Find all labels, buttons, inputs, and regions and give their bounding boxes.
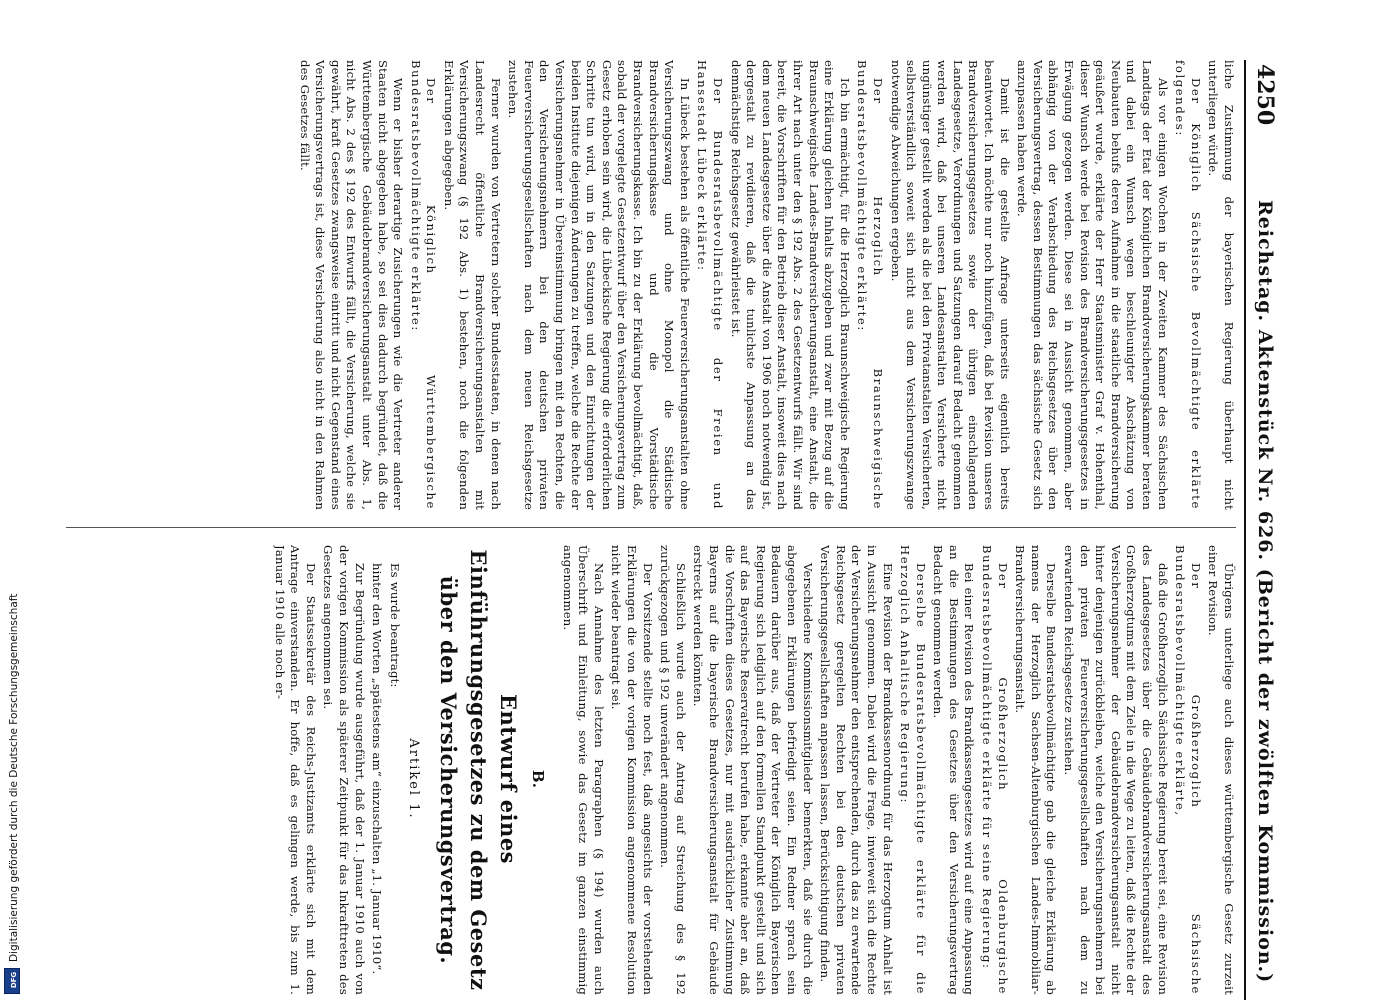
- dfg-logo-icon: [4, 968, 20, 994]
- paragraph: Der Königlich Württembergische Bundesratsbevollmächtigte erklärte:: [408, 60, 439, 510]
- paragraph: In Lübeck bestehen als öffentliche Feuerversicherungsanstalten ohne Versicherungszwang und ohne Monopol die Städtische Brandversicherungskasse und die Vorstädtische Brandversicherungskasse. Ich bin zu der Erklärung bevollmächtigt, daß, sobald der vorgelegte Gesetzentwurf über den Versicherungsvertrag zum Gesetz erhoben sein wird, die Lübeckische Regierung die erforderlichen Schritte tun wird, um in den Satzungen und den Einrichtungen der beiden Institute diejenigen Änderungen zu treffen, welche die Rechte der Versicherungsnehmer in Übereinstimmung bringen mit den Rechten, die den Versicherungsnehmern bei den deutschen privaten Feuerversicherungsgesellschaften nach dem neuen Reichsgesetze zustehen.: [506, 60, 692, 510]
- left-column: [56, 60, 1236, 510]
- column-divider: [66, 527, 1236, 528]
- paragraph: Der Großherzoglich Oldenburgische Bundesratsbevollmächtigte erklärte für seine Regierung:: [980, 545, 1010, 995]
- paragraph: Es wurde beantragt:: [387, 563, 402, 688]
- caption-text: Digitalisierung gefördert durch die Deutsche Forschungsgemeinschaft: [8, 593, 20, 962]
- paragraph: Verschiedene Kommissionsmitglieder bemerkten, daß sie durch die abgegebenen Erklärungen befriedigt seien. Ein Redner sprach sein Bedauern darüber aus, daß der Vertreter der Königlich Bayerischen Regierung sich lediglich auf den formellen Standpunkt gestellt und sich auf das Bayerische Reservatrecht berufen habe, erkannte aber an, daß die Vorschriften dieses Gesetzes, nur mit ausdrücklicher Zustimmung Bayerns auf die bayerische Brandversicherungsanstalt für Gebäude erstreckt werden könnten.: [691, 545, 815, 995]
- paragraph: Übrigens unterliege auch dieses württembergische Gesetz zurzeit einer Revision.: [1206, 545, 1236, 995]
- paragraph: Ich bin ermächtigt, für die Herzoglich Braunschweigische Regierung eine Erklärung gleichen Inhalts abzugeben und zwar mit Bezug auf die Braunschweigische Landes-Brandversicherungsanstalt, eine Anstalt, die ihrer Art nach unter den § 192 Abs. 2 des Gesetzentwurfs fällt. Wir sind bereit, die Vorschriften für den Betrieb dieser Anstalt, insoweit dies nach dem neuen Landesgesetze über die Anstalt von 1906 noch notwendig ist, dergestalt zu revidieren, daß die tunlichste Anpassung an das demnächstige Reichsgesetz gewährleistet ist.: [728, 60, 852, 510]
- draft-law-title: Entwurf eines Einführungsgesetzes zu dem Gesetz über den Versicherungsvertrag.: [436, 549, 522, 991]
- logo-label: DFG: [10, 971, 19, 989]
- paragraph: Ferner wurden von Vertretern solcher Bundesstaaten, in denen nach Landesrecht öffentliche Brandversicherungsanstalten mit Versicherungszwang (§ 192 Abs. 1) bestehen, noch die folgenden Erklärungen abgegeben.: [441, 60, 503, 510]
- paragraph: daß die Großherzoglich Sächsische Regierung bereit sei, eine Revision des Landesgesetzes über die Gebäudebrandversicherungsanstalt des Großherzogtums mit dem Ziele in die Wege zu leiten, daß die Rechte der Versicherungsnehmer der Gebäudebrandversicherungsanstalt nicht hinter denjenigen zurückbleiben, welche den Versicherungsnehmern bei den privaten Feuerversicherungsgesellschaften nach dem zu erwartenden Reichsgesetze zustehen.: [1062, 545, 1170, 995]
- page-number: 4250: [1252, 64, 1278, 126]
- paragraph: Schließlich wurde auch der Antrag auf Streichung des § 192 zurückgezogen und § 192 unverändert angenommen.: [658, 545, 688, 995]
- paragraph: Bei einer Revision des Brandkassengesetzes wird auf eine Anpassung an die Bestimmungen des Gesetzes über den Versicherungsvertrag Bedacht genommen werden.: [931, 545, 977, 995]
- paragraph: Der Großherzoglich Sächsische Bundesratsbevollmächtigte erklärte,: [1173, 545, 1203, 995]
- article-heading: Artikel 1.: [406, 738, 422, 820]
- section-letter: B.: [529, 769, 548, 789]
- right-column: [56, 545, 1236, 995]
- paragraph: Der Vorsitzende stellte noch fest, daß angesichts der vorstehenden Erklärungen die von der vorigen Kommission angenommene Resolution nicht wieder beantragt sei.: [609, 545, 655, 995]
- paragraph: Damit ist die gestellte Anfrage unterseits eigentlich bereits beantwortet. Ich möchte nur noch hinzufügen, daß bei Revision unseres Brandversicherungsgesetzes sowie der übrigen einschlagenden Landesgesetze, Verordnungen und Satzungen darauf Bedacht genommen werden wird, daß bei unseren Landesanstalten Versicherte nicht ungünstiger gestellt werden als die bei den Privatanstalten Versicherten, selbstverständlich soweit sich nicht aus dem Versicherungszwange notwendige Abweichungen ergeben.: [888, 60, 1012, 510]
- page-header: [1244, 60, 1280, 1000]
- paragraph: Derselbe Bundesratsbevollmächtigte erklärte für die Herzoglich Anhaltische Regierung:: [898, 545, 928, 995]
- rotated-page: [50, 60, 1280, 1000]
- paragraph: Der Staatssekretär des Reichs-Justizamts erklärte sich mit dem Antrage einverstanden. Er hoffe, daß es gelingen werde, bis zum 1. Januar 1910 alle noch er-: [272, 545, 318, 995]
- paragraph: Zur Begründung wurde ausgeführt, daß der 1. Januar 1910 auch von der vorigen Kommission als späterer Zeitpunkt für das Inkrafttreten des Gesetzes angenommen sei.: [321, 545, 367, 995]
- paragraph: Nach Annahme des letzten Paragraphen (§ 194) wurden auch Überschrift und Einleitung, sowie das Gesetz im ganzen einstimmig angenommen.: [560, 545, 606, 995]
- paragraph: Als vor einigen Wochen in der Zweiten Kammer des Sächsischen Landtags der Etat der Königlichen Brandversicherungskammer beraten und dabei ein Wunsch wegen beschleunigter Abschätzung von Neubauten behufs deren Aufnahme in die staatliche Brandversicherung geäußert wurde, erklärte der Herr Staatsminister Graf v. Hohenthal, dieser Wunsch werde bei Revision des Brandversicherungsgesetzes in Erwägung gezogen werden. Diese sei in Aussicht genommen, aber abhängig von der Verabschiedung des Reichsgesetzes über den Versicherungsvertrag, dessen Bestimmungen das sächsische Gesetz sich anzupassen haben werde.: [1015, 60, 1170, 510]
- paragraph: Der Bundesratsbevollmächtigte der Freien und Hansestadt Lübeck erklärte:: [695, 60, 725, 510]
- paragraph: hinter den Worten „spätestens am“ einzuschalten „1. Januar 1910“.: [370, 563, 385, 975]
- paragraph: liche Zustimmung der bayerischen Regierung überhaupt nicht unterliegen würde.: [1206, 60, 1236, 510]
- paragraph: Eine Revision der Brandkassenordnung für das Herzogtum Anhalt ist in Aussicht genommen. Dabei wird die Frage, inwieweit sich die Rechte der Versicherungsnehmer den entsprechenden, durch das zu erwartende Reichsgesetz geregelten Rechten bei den deutschen privaten Versicherungsgesellschaften anpassen lassen, Berücksichtigung finden.: [818, 545, 895, 995]
- digitization-caption: [6, 593, 26, 980]
- paragraph: Der Königlich Sächsische Bevollmächtigte erklärte folgendes:: [1173, 60, 1203, 510]
- running-title: Reichstag. Aktenstück Nr. 626. (Bericht der zwölften Kommission.): [1254, 200, 1276, 984]
- paragraph: Derselbe Bundesratsbevollmächtigte gab die gleiche Erklärung ab namens der Herzoglich Sachsen-Altenburgischen Landes-Immobiliar-Brandversicherungsanstalt.: [1013, 545, 1059, 995]
- paragraph: Der Herzoglich Braunschweigische Bundesratsbevollmächtigte erklärte:: [855, 60, 885, 510]
- paragraph: Wenn er bisher derartige Zusicherungen wie die Vertreter anderer Staaten nicht abgegeben habe, so sei dies dadurch begründet, daß die Württembergische Gebäudebrandversicherungsanstalt unter Abs. 1, nicht Abs. 2 des § 192 des Entwurfs fällt, die Versicherung, welche sie gewährt, kraft Gesetzes zwangsweise eintritt und nicht Gegenstand eines Versicherungsvertrags ist, diese Versicherung also nicht in den Rahmen des Gesetzes fällt.: [297, 60, 406, 510]
